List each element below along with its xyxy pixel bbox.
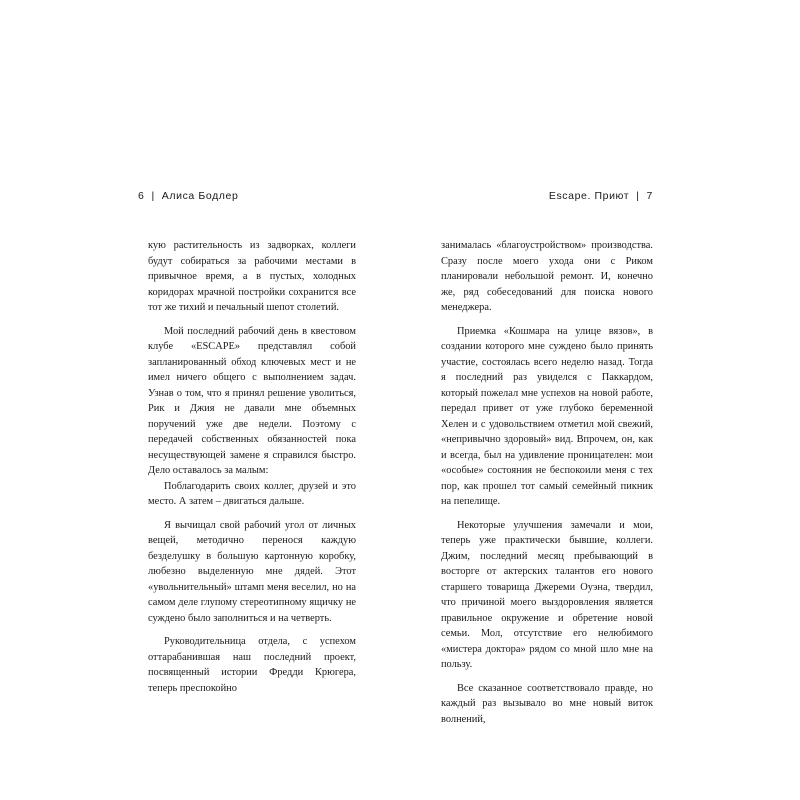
right-header-separator: | — [636, 190, 640, 202]
right-running-head — [549, 190, 653, 202]
right-paragraph: Приемка «Кошмара на улице вязов», в создании которого мне суждено было принять участие, состоялась всего неделю назад. Тогда я последний раз увиделся с Паккардом, который пожелал мне успехов на новой работе, передал привет от уже глубоко беременной Хелен и с удовольствием отметил мой свежий, «непривычно здоровый» вид. Впрочем, он, как и всегда, был на удивление проницателен: мои «особые» состояния не беспокоили меня с тех пор, как прошел тот самый семейный пикник на пепелище. — [441, 325, 653, 507]
left-header-title: Алиса Бодлер — [161, 190, 239, 202]
left-running-head — [138, 190, 238, 202]
left-body-text — [148, 238, 356, 696]
right-paragraph: занималась «благоустройством» производства. Сразу после моего ухода они с Риком планировали небольшой ремонт. И, конечно же, ряд собеседований для поиска нового менеджера. — [441, 240, 653, 313]
left-paragraph: Поблагодарить своих коллег, друзей и это место. А затем – двигаться дальше. — [148, 480, 356, 507]
left-page-number: 6 — [138, 190, 145, 202]
left-header-separator: | — [151, 190, 155, 202]
left-paragraph: Я вычищал свой рабочий угол от личных вещей, методично перенося каждую безделушку в большую картонную коробку, любезно выделенную мне дядей. Этот «увольнительный» штамп меня веселил, но на самом деле глупому стереотипному ящичку не суждено было заполниться и на четверть. — [148, 519, 356, 624]
left-paragraph: Мой последний рабочий день в квестовом клубе «ESCAPE» представлял собой запланированный обход ключевых мест и не имел ничего общего с выполнением задач. Узнав о том, что я принял решение уволиться, Рик и Джия не давали мне объемных поручений уже две недели. Поэтому с передачей собственных обязанностей пока несуществующей замене я справился быстро. Дело оставалось за малым: — [148, 325, 356, 476]
left-paragraph: кую растительность из задворках, коллеги будут собираться за рабочими местами в привычное время, а в пустых, холодных коридорах мрачной постройки сохранится все тот же тихий и печальный шепот столетий. — [148, 240, 356, 313]
right-paragraph: Некоторые улучшения замечали и мои, теперь уже практически бывшие, коллеги. Джим, последний месяц пребывающий в восторге от актерских талантов его нового старшего товарища Джереми Оуэна, твердил, что причиной моего выздоровления является правильное окружение и обретение новой семьи. Мол, отсутствие его нелюбимого «мистера доктора» рядом со мной шло мне на пользу. — [441, 519, 653, 670]
left-paragraph: Руководительница отдела, с успехом оттарабанившая наш последний проект, посвященный истории Фредди Крюгера, теперь преспокойно — [148, 636, 356, 694]
right-paragraph: Все сказанное соответствовало правде, но каждый раз вызывало во мне новый виток волнений, — [441, 682, 653, 725]
right-body-text — [441, 238, 653, 727]
right-header-title: Escape. Приют — [548, 190, 630, 202]
right-page-number: 7 — [646, 190, 653, 202]
